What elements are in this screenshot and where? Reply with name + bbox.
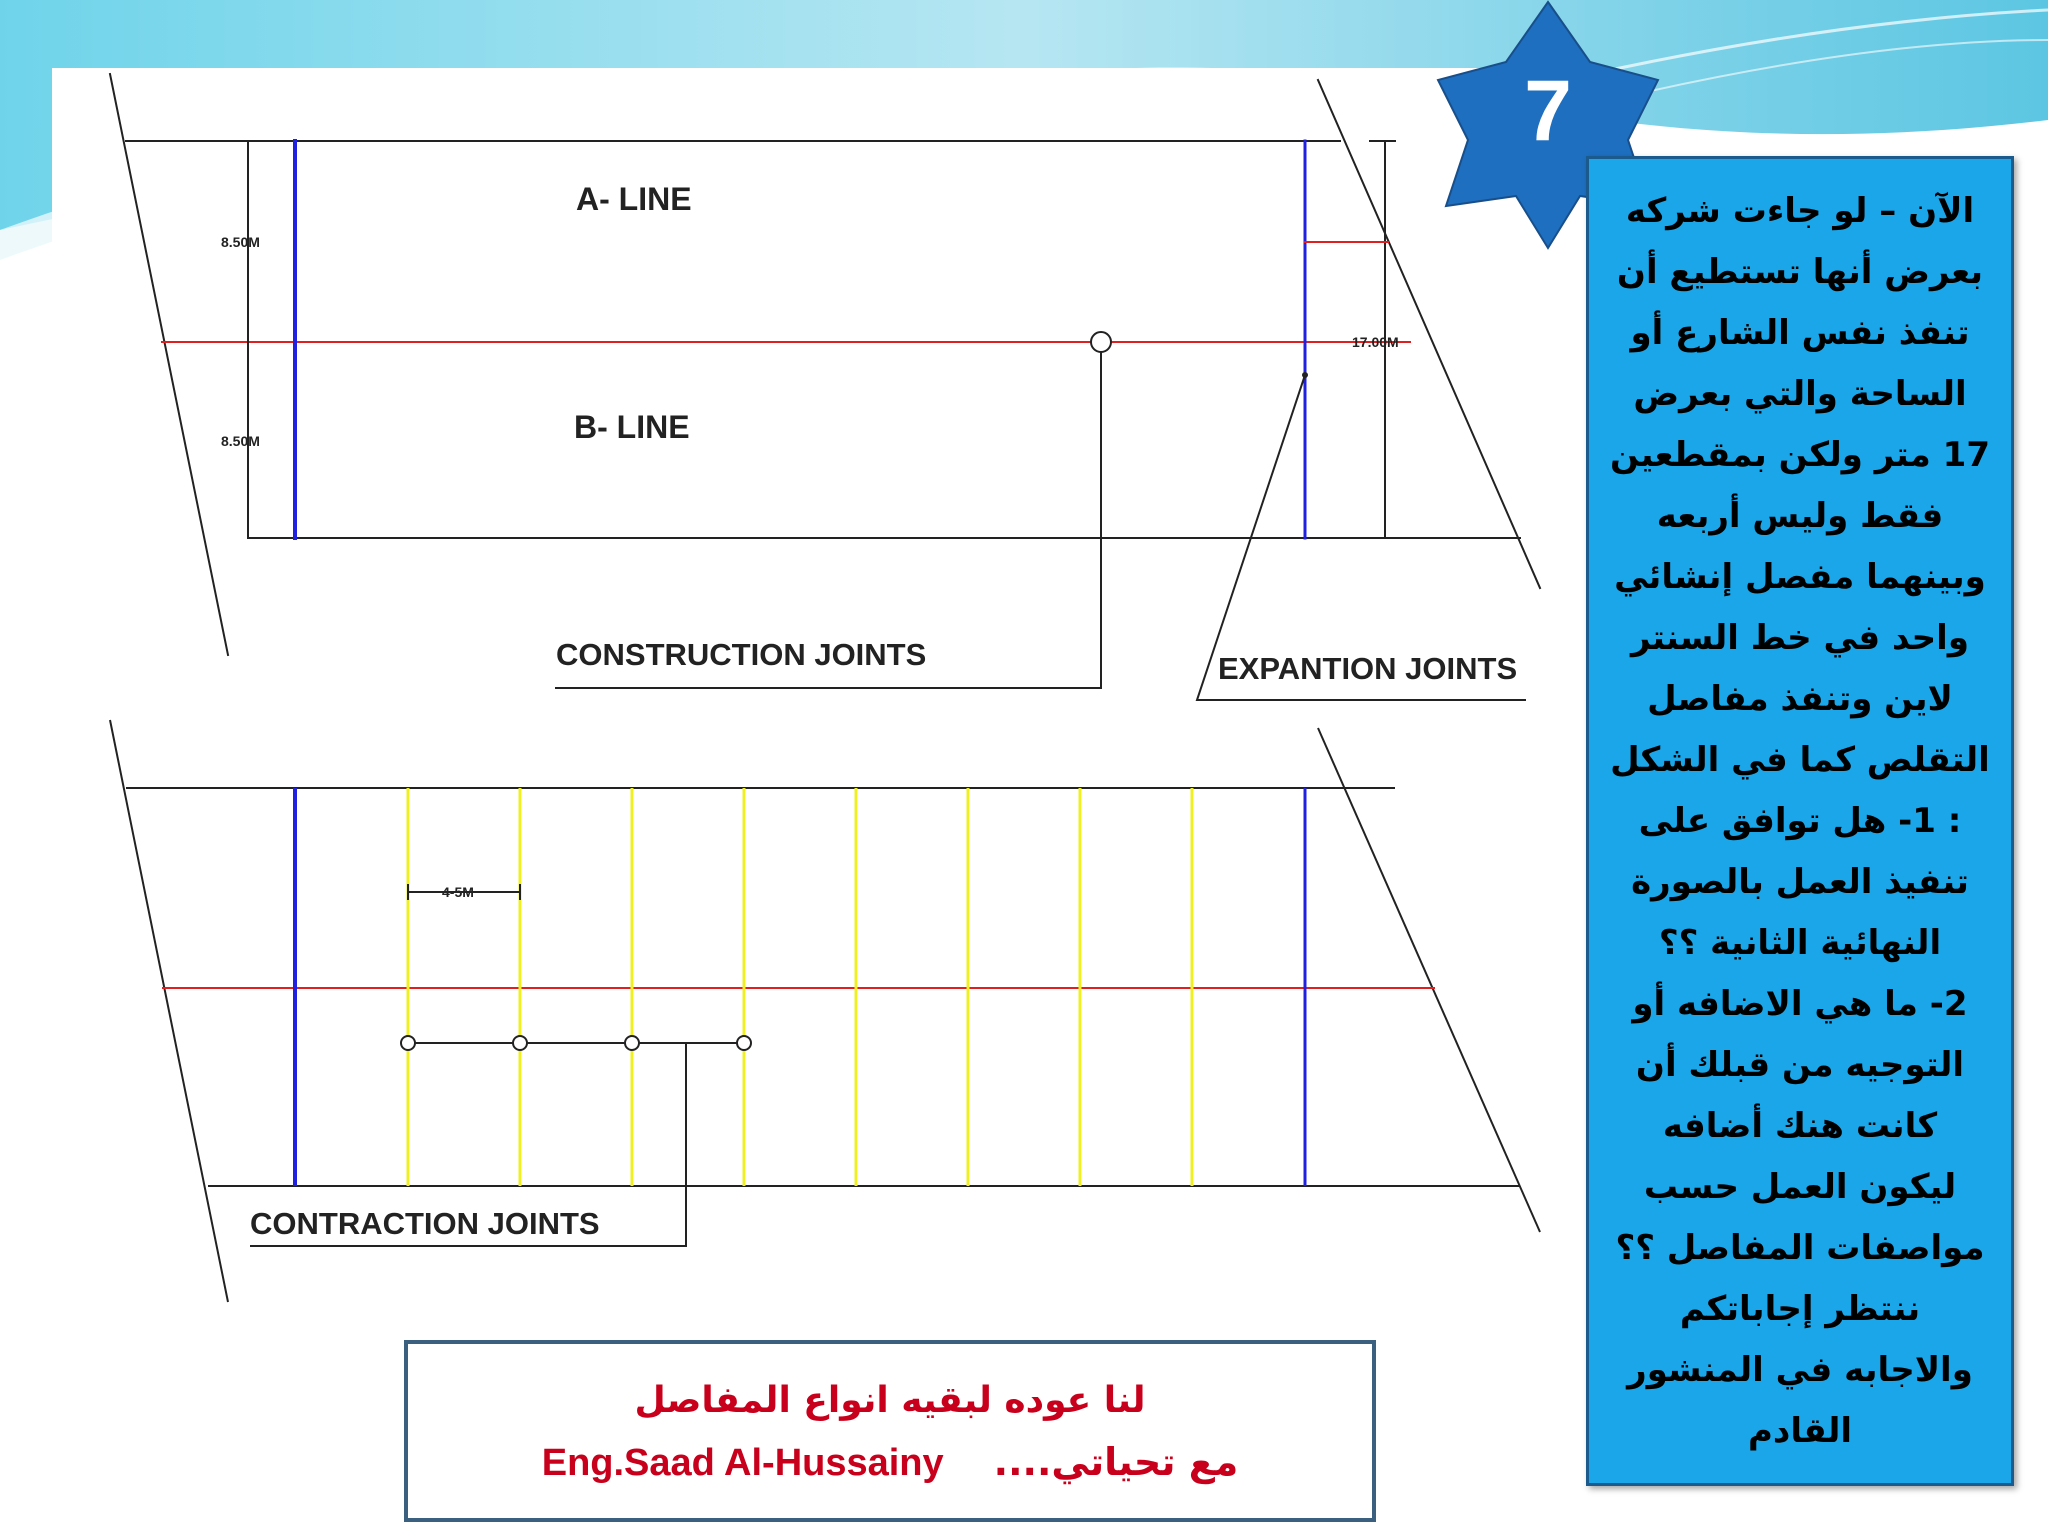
spacing-label: 4-5M <box>442 884 474 900</box>
question-panel <box>1586 156 2014 1486</box>
question-text: الآن – لو جاءت شركه بعرض أنها تستطيع أن تنفذ نفس الشارع أو الساحة والتي بعرض 17 متر ولكن بمقطعين فقط وليس أربعه وبينهما مفصل إنشائي واحد في خط السنتر لاين وتنفذ مفاصل التقلص كما في الشكل : 1- هل توافق على تنفيذ العمل بالصورة النهائية الثانية ؟؟ 2- ما هي الاضافه أو التوجيه من قبلك أن كانت هنك أضافه ليكون العمل حسب مواصفات المفاصل ؟؟ ننتظر إجاباتكم والاجابه في المنشور القادم <box>1609 191 1990 1451</box>
contraction-joints-label: CONTRACTION JOINTS <box>250 1206 600 1241</box>
dimension-upper: 8.50M <box>221 234 260 250</box>
construction-joints-label: CONSTRUCTION JOINTS <box>556 637 927 672</box>
regards-text: مع تحياتي.... <box>993 1440 1239 1484</box>
slide-number: 7 <box>1524 63 1572 159</box>
dimension-total: 17.00M <box>1352 334 1399 350</box>
expansion-joints-label: EXPANTION JOINTS <box>1218 651 1518 686</box>
footer-note: لنا عوده لبقيه انواع المفاصل <box>634 1380 1146 1421</box>
dimension-lower: 8.50M <box>221 433 260 449</box>
construction-joint-marker <box>1091 332 1111 352</box>
footer-signature <box>408 1440 1372 1485</box>
author-name: Eng.Saad Al-Hussainy <box>541 1442 944 1484</box>
label-a-line: A- LINE <box>576 181 692 217</box>
label-b-line: B- LINE <box>574 409 690 445</box>
footer-box <box>404 1340 1376 1522</box>
